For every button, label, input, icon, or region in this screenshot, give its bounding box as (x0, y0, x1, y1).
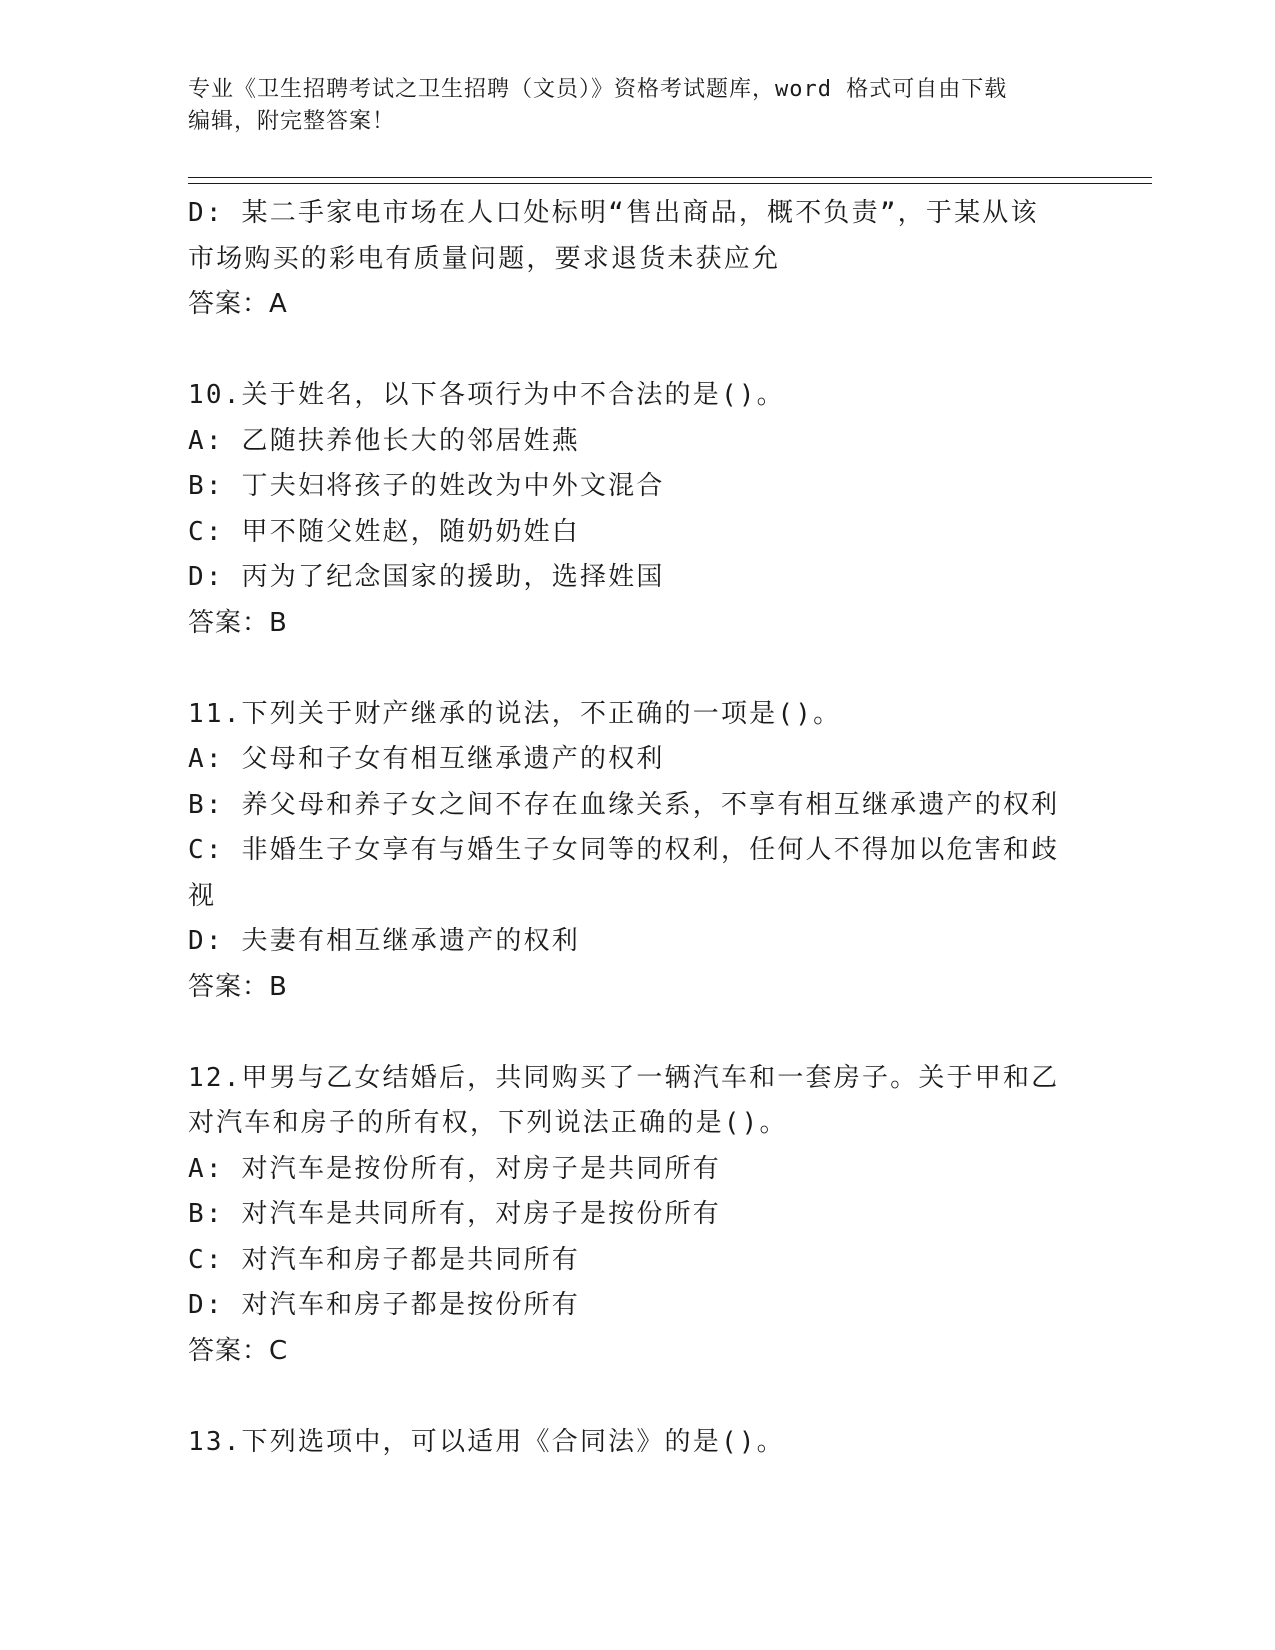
answer-line: 答案：B (188, 607, 288, 638)
question-block (188, 692, 1088, 1011)
option-line: C: 甲不随父姓赵，随奶奶姓白 (188, 516, 580, 547)
header-line-1: 专业《卫生招聘考试之卫生招聘（文员）》资格考试题库，word 格式可自由下载 (188, 77, 1008, 102)
question-spacer (188, 1374, 1088, 1420)
question-stem-line: 13.下列选项中，可以适用《合同法》的是()。 (188, 1426, 785, 1457)
option-line: B: 对汽车是共同所有，对房子是按份所有 (188, 1199, 721, 1229)
document-header (188, 74, 1068, 138)
document-body (188, 191, 1088, 1465)
question-spacer (188, 1010, 1088, 1056)
question-stem-line: 12.甲男与乙女结婚后，共同购买了一辆汽车和一套房子。关于甲和乙 (188, 1062, 1060, 1093)
header-rule-top (188, 177, 1152, 178)
question-spacer (188, 328, 1088, 374)
answer-line: 答案：C (188, 1335, 289, 1366)
option-line: A: 对汽车是按份所有，对房子是共同所有 (188, 1153, 721, 1184)
answer-line: 答案：A (188, 289, 288, 319)
option-line: A: 父母和子女有相互继承遗产的权利 (188, 744, 665, 774)
option-d-line-1: D: 某二手家电市场在人口处标明“售出商品，概不负责”，于某从该 (188, 198, 1039, 228)
option-d-line-2: 市场购买的彩电有质量问题，要求退货未获应允 (188, 243, 781, 274)
option-line: B: 丁夫妇将孩子的姓改为中外文混合 (188, 471, 665, 501)
option-line: D: 对汽车和房子都是按份所有 (188, 1290, 580, 1320)
option-line: D: 夫妻有相互继承遗产的权利 (188, 926, 580, 956)
option-line: C: 对汽车和房子都是共同所有 (188, 1244, 580, 1275)
question-block (188, 1056, 1088, 1375)
header-rule-bottom (188, 183, 1152, 184)
question-stem-line: 11.下列关于财产继承的说法，不正确的一项是()。 (188, 698, 842, 729)
question-block (188, 1420, 1088, 1466)
question-spacer (188, 646, 1088, 692)
option-line: 视 (188, 880, 217, 911)
answer-line: 答案：B (188, 971, 288, 1002)
carryover-question (188, 191, 1088, 328)
question-list (188, 328, 1088, 1466)
option-line: B: 养父母和养子女之间不存在血缘关系，不享有相互继承遗产的权利 (188, 789, 1060, 820)
question-stem-line: 10.关于姓名，以下各项行为中不合法的是()。 (188, 380, 785, 410)
question-block (188, 373, 1088, 646)
option-line: C: 非婚生子女享有与婚生子女同等的权利，任何人不得加以危害和歧 (188, 835, 1060, 865)
option-line: D: 丙为了纪念国家的援助，选择姓国 (188, 562, 665, 592)
question-stem-line: 对汽车和房子的所有权，下列说法正确的是()。 (188, 1108, 788, 1138)
option-line: A: 乙随扶养他长大的邻居姓燕 (188, 425, 580, 456)
header-line-2: 编辑，附完整答案！ (188, 109, 396, 134)
